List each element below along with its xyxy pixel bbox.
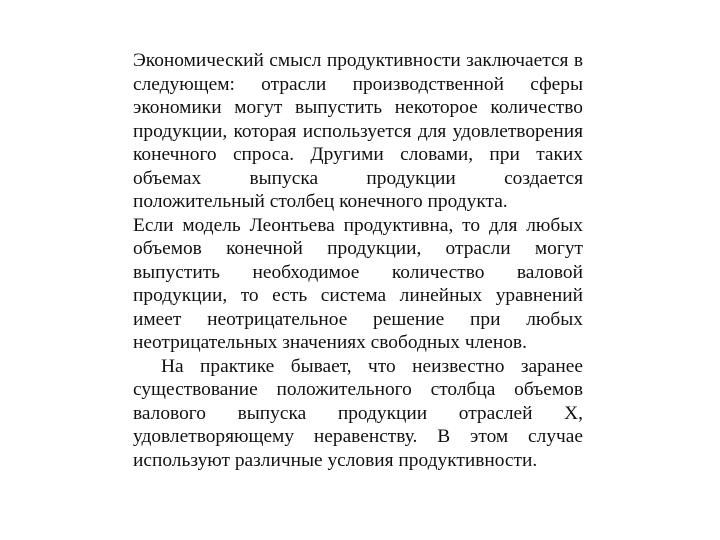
paragraph-economic-meaning: Экономический смысл продуктивности заключается в следующем: отрасли производственной сферы экономики могут выпустить некоторое количество продукции, которая используется для удовлетворения конечного спроса. Другими словами, при таких объемах выпуска продукции создается положительный столбец конечного продукта.: [133, 50, 583, 212]
document-text: [133, 49, 583, 472]
paragraph-practice: На практике бывает, что неизвестно заранее существование положительного столбца объемов валового выпуска продукции отраслей Х, удовлетворяющему неравенству. В этом случае используют различные условия продуктивности.: [133, 355, 583, 471]
paragraph-leontief-model: Если модель Леонтьева продуктивна, то для любых объемов конечной продукции, отрасли могут выпустить необходимое количество валовой продукции, то есть система линейных уравнений имеет неотрицательное решение при любых неотрицательных значениях свободных членов.: [133, 214, 583, 353]
